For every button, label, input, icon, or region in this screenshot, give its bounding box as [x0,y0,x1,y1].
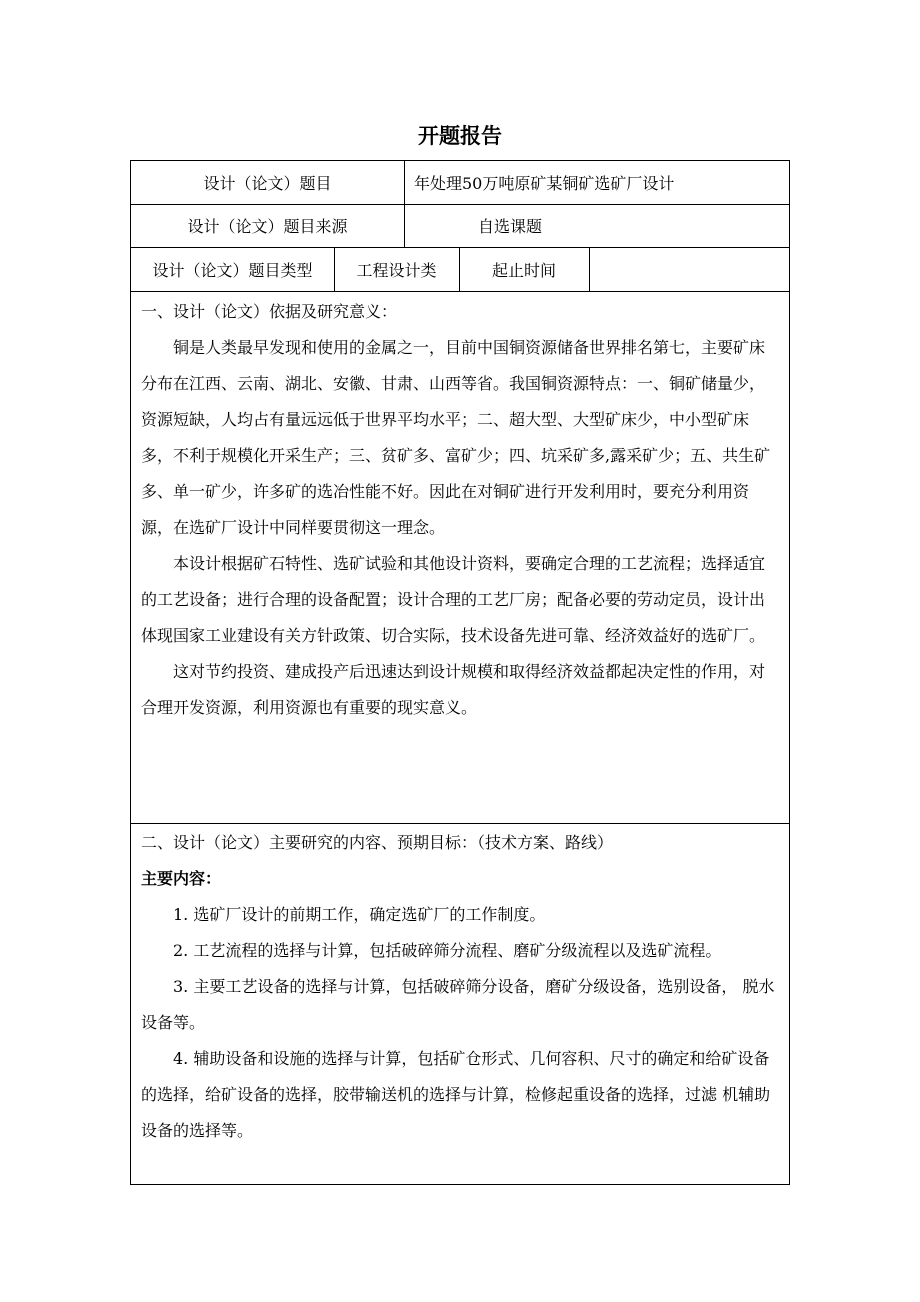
row-divider [131,291,789,292]
paragraph: 这对节约投资、建成投产后迅速达到设计规模和取得经济效益都起决定性的作用，对合理开发资源，利用资源也有重要的现实意义。 [141,662,766,717]
period-value [589,247,789,291]
section-content [141,825,779,1149]
source-label: 设计（论文）题目来源 [187,217,348,236]
topic-label: 设计（论文）题目 [203,174,332,193]
topic-value: 年处理50万吨原矿某铜矿选矿厂设计 [414,174,675,193]
report-table [130,160,790,1185]
period-label: 起止时间 [491,260,556,280]
source-value: 自选课题 [478,217,543,236]
list-item: 4. 辅助设备和设施的选择与计算，包括矿仓形式、几何容积、尺寸的确定和给矿设备的选择，给矿设备的选择，胶带输送机的选择与计算，检修起重设备的选择，过滤 机辅助设备的选择等。 [141,1049,771,1140]
paragraph: 铜是人类最早发现和使用的金属之一，目前中国铜资源储备世界排名第七，主要矿床分布在江西、云南、湖北、安徽、甘肃、山西等省。我国铜资源特点：一、铜矿储量少，资源短缺，人均占有量远远低于世界平均水平；二、超大型、大型矿床少，中小型矿床多，不利于规模化开采生产；三、贫矿多、富矿少；四、坑采矿多,露采矿少；五、共生矿多、单一矿少，许多矿的选冶性能不好。因此在对铜矿进行开发利用时，要充分利用资源，在选矿厂设计中同样要贯彻这一理念。 [141,338,771,537]
section-heading: 二、设计（论文）主要研究的内容、预期目标：（技术方案、路线） [141,833,614,852]
list-item: 1. 选矿厂设计的前期工作，确定选矿厂的工作制度。 [173,905,546,924]
type-label: 设计（论文）题目类型 [152,260,313,280]
column-divider [404,161,405,247]
paragraph: 本设计根据矿石特性、选矿试验和其他设计资料，要确定合理的工艺流程；选择适宜的工艺设备；进行合理的设备配置；设计合理的工艺厂房；配备必要的劳动定员，设计出体现国家工业建设有关方针政策、切合实际，技术设备先进可靠、经济效益好的选矿厂。 [141,554,766,645]
list-item: 3. 主要工艺设备的选择与计算，包括破碎筛分设备，磨矿分级设备，选别设备， 脱水设备等。 [141,977,775,1032]
document-title: 开题报告 [418,124,502,148]
section-divider [131,823,789,824]
list-item: 2. 工艺流程的选择与计算，包括破碎筛分流程、磨矿分级流程以及选矿流程。 [173,941,722,960]
section-heading: 一、设计（论文）依据及研究意义： [141,302,398,321]
section-subheading: 主要内容： [141,869,222,888]
section-basis [141,294,779,726]
type-value: 工程设计类 [356,260,437,280]
